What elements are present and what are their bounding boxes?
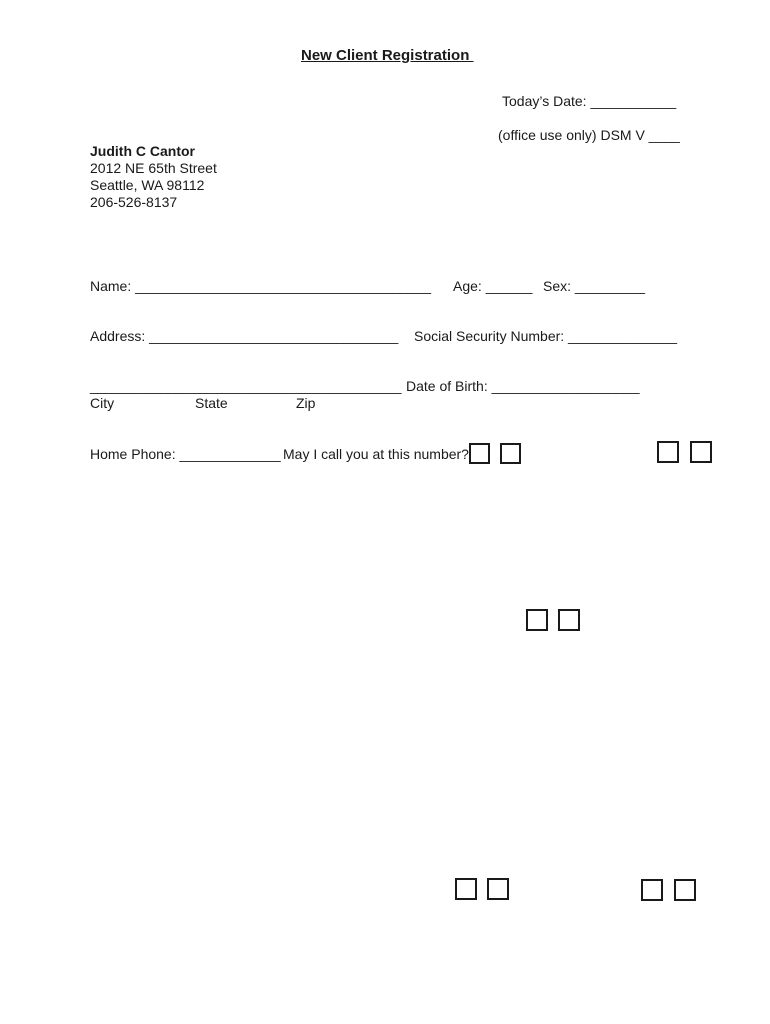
ssn-field[interactable]: Social Security Number: ______________ (414, 328, 678, 344)
checkbox[interactable] (455, 878, 477, 900)
city-label: City (90, 395, 115, 411)
office-use-dsm-field[interactable]: (office use only) DSM V ____ (498, 127, 680, 143)
checkbox[interactable] (674, 879, 696, 901)
checkbox[interactable] (487, 878, 509, 900)
name-field[interactable]: Name: ______________________________________ (90, 278, 431, 294)
checkbox[interactable] (641, 879, 663, 901)
practitioner-name: Judith C Cantor (90, 143, 195, 159)
practice-city-state-zip: Seattle, WA 98112 (90, 177, 205, 193)
zip-label: Zip (296, 395, 316, 411)
age-field[interactable]: Age: ______ (453, 278, 533, 294)
practice-street: 2012 NE 65th Street (90, 160, 217, 176)
todays-date-field[interactable]: Today’s Date: ___________ (502, 93, 677, 109)
date-of-birth-field[interactable]: Date of Birth: ___________________ (406, 378, 640, 394)
checkbox[interactable] (657, 441, 679, 463)
form-title: New Client Registration (301, 47, 474, 64)
address-field[interactable]: Address: ________________________________ (90, 328, 399, 344)
home-phone-field[interactable]: Home Phone: _____________ (90, 446, 281, 462)
checkbox[interactable] (526, 609, 548, 631)
state-label: State (195, 395, 228, 411)
call-permission-question: May I call you at this number? (283, 446, 469, 462)
checkbox[interactable] (690, 441, 712, 463)
call-yes-checkbox[interactable] (469, 443, 490, 464)
practice-phone: 206-526-8137 (90, 194, 178, 210)
checkbox[interactable] (558, 609, 580, 631)
call-no-checkbox[interactable] (500, 443, 521, 464)
sex-field[interactable]: Sex: _________ (543, 278, 645, 294)
city-state-zip-line[interactable]: ________________________________________ (90, 378, 402, 394)
